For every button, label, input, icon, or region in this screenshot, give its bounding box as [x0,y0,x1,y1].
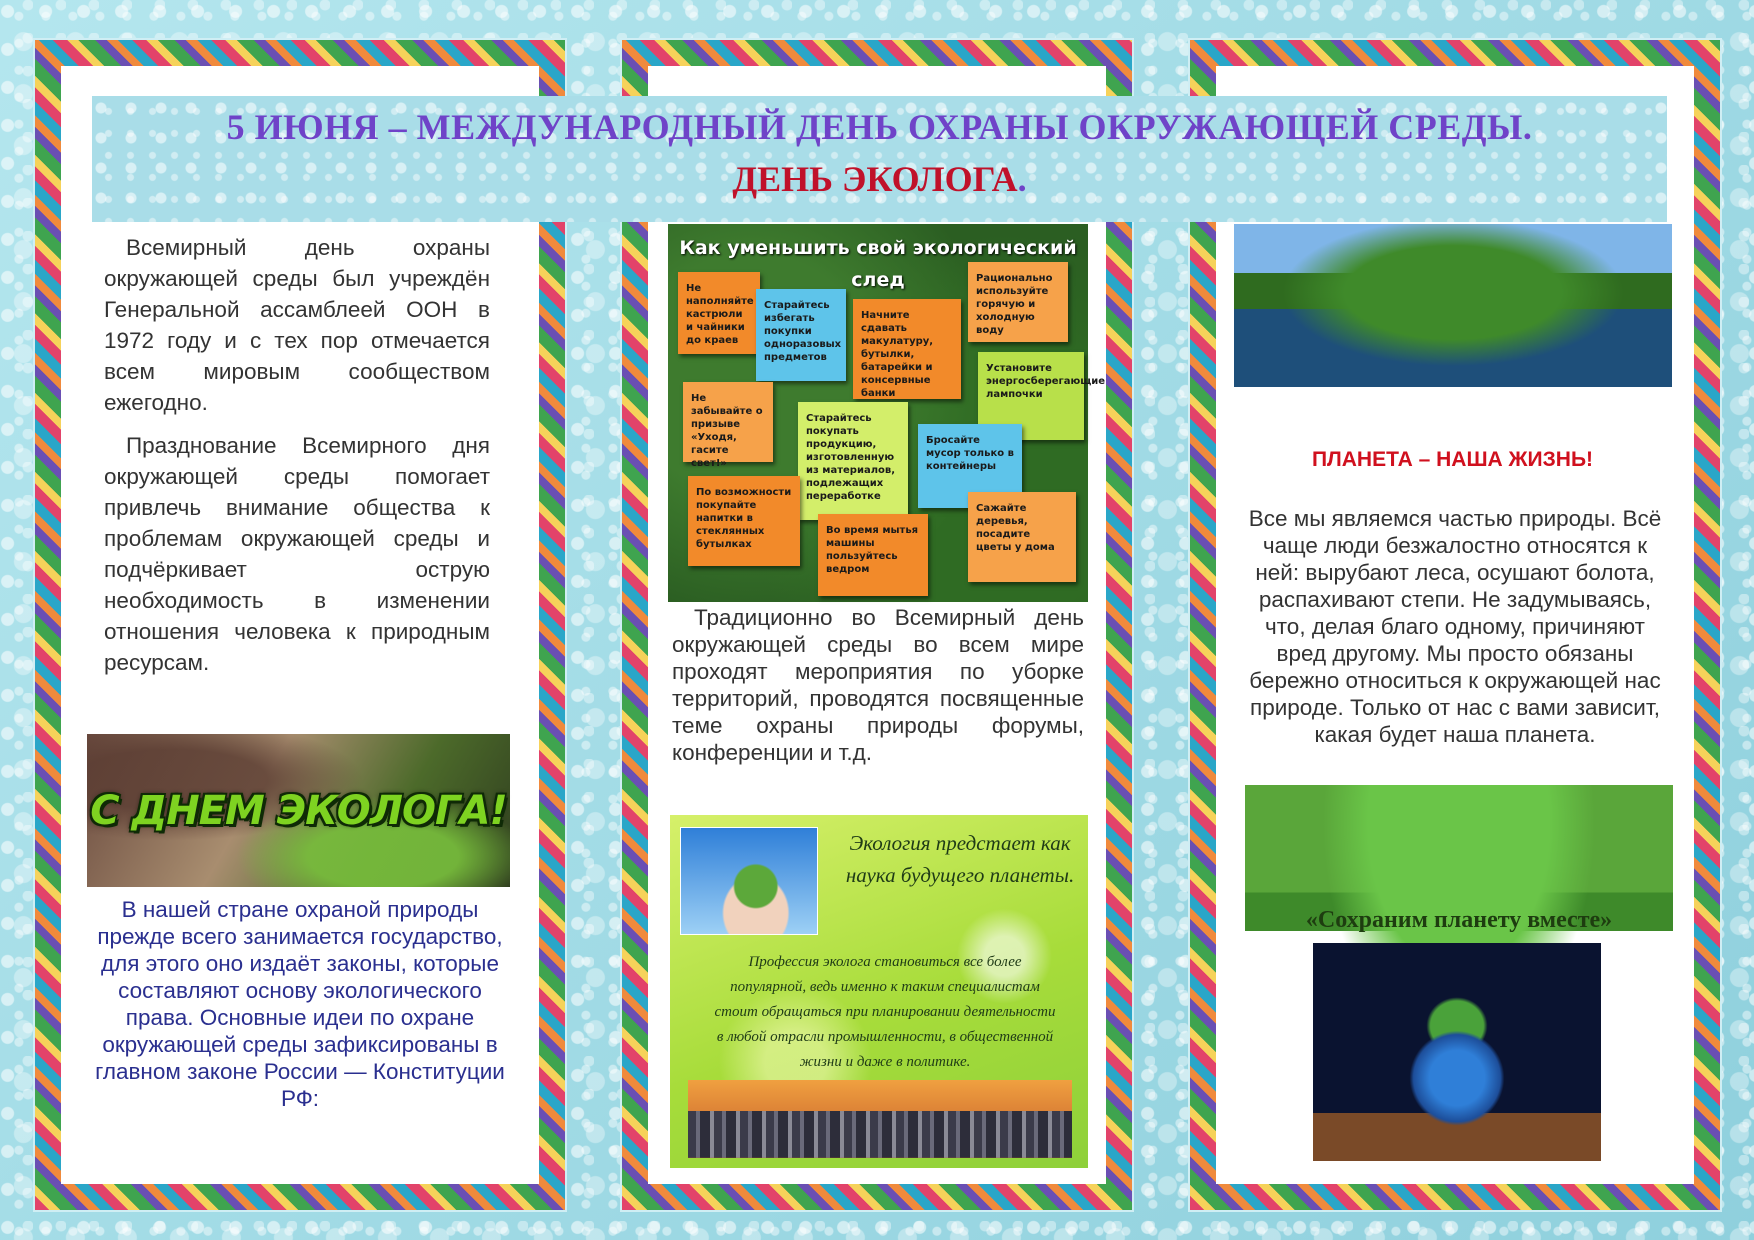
forest-lake-image [1234,224,1672,387]
earth-in-hand-image [680,827,818,935]
law-text [86,896,514,1124]
page-header [92,96,1667,222]
city-skyline-image [688,1080,1072,1158]
planet-slogan: «Сохраним планету вместе» [1305,907,1613,933]
sticky-note: Начните сдавать макулатуру, бутылки, батарейки и консервные банки [853,299,961,399]
intro-paragraph-1: Всемирный день охраны окружающей среды был учреждён Генеральной ассамблеей ООН в 1972 году и с тех пор отмечается всем мировым сообществом ежегодно. [104,235,490,415]
tree-on-globe-image [1313,943,1601,1161]
sticky-note: Не наполняйте кастрюли и чайники до краев [678,272,760,354]
page-subtitle [92,158,1667,200]
planet-subheading: ПЛАНЕТА – НАША ЖИЗНЬ! [1311,448,1594,471]
sticky-note: Старайтесь избегать покупки одноразовых предметов [756,289,846,381]
intro-text [104,232,490,690]
sticky-note: Бросайте мусор только в контейнеры [918,424,1022,508]
greeting-banner-text: С ДНЕМ ЭКОЛОГА! [90,787,507,834]
sticky-note: Сажайте деревья, посадите цветы у дома [968,492,1076,582]
page-title: 5 ИЮНЯ – МЕЖДУНАРОДНЫЙ ДЕНЬ ОХРАНЫ ОКРУЖАЮЩЕЙ СРЕДЫ. [226,107,1533,147]
sticky-note: Не забывайте о призыве «Уходя, гасите свет!» [683,382,773,462]
greeting-banner-image [87,734,510,887]
middle-paragraph: Традиционно во Всемирный день окружающей среды во всем мире проходят мероприятия по уборке территорий, проводятся посвященные теме охраны природы форумы, конференции и т.д. [672,605,1084,765]
planet-text [1245,505,1665,760]
sticky-note: Рационально используйте горячую и холодную воду [968,262,1068,342]
sticky-note: Во время мытья машины пользуйтесь ведром [818,514,928,596]
law-paragraph: В нашей стране охраной природы прежде всего занимается государство, для этого оно издаёт законы, которые составляют основу экологического права. Основные идеи по охране окружающей среды зафиксированы в главном законе России — Конституции РФ: [95,897,505,1111]
poster-heading: Экология предстает как наука будущего планеты. [845,831,1075,887]
save-planet-image [1245,785,1673,1169]
sticky-note: Установите энергосберегающие лампочки [978,352,1084,440]
board-title: Как уменьшить свой экологический след [679,237,1077,291]
eco-footprint-board [668,224,1106,602]
planet-paragraph: Все мы являемся частью природы. Всё чаще люди безжалостно относятся к ней: вырубают леса, осушают болота, распахивают степи. Не задумываясь, что, делая благо одному, причиняют вред другому. Мы просто обязаны бережно относиться к окружающей нас природе. Только от нас с вами зависит, какая будет наша планета. [1248,506,1662,747]
subtitle-dot: . [1017,159,1027,199]
middle-text [672,604,1084,766]
sticky-note: Старайтесь покупать продукцию, изготовленную из материалов, подлежащих переработке [798,402,908,520]
poster-body: Профессия эколога становиться все более популярной, ведь именно к таким специалистам стоит обращаться при планировании деятельности в любой отрасли промышленности, в общественной жизни и даже в политике. [714,954,1056,1070]
ecology-poster [670,815,1088,1168]
intro-paragraph-2: Празднование Всемирного дня окружающей среды помогает привлечь внимание общества к проблемам окружающей среды и подчёркивает острую необходимость в изменении отношения человека к природным ресурсам. [104,433,490,675]
subtitle-text: ДЕНЬ ЭКОЛОГА [732,159,1018,199]
sticky-note: По возможности покупайте напитки в стеклянных бутылках [688,476,800,566]
